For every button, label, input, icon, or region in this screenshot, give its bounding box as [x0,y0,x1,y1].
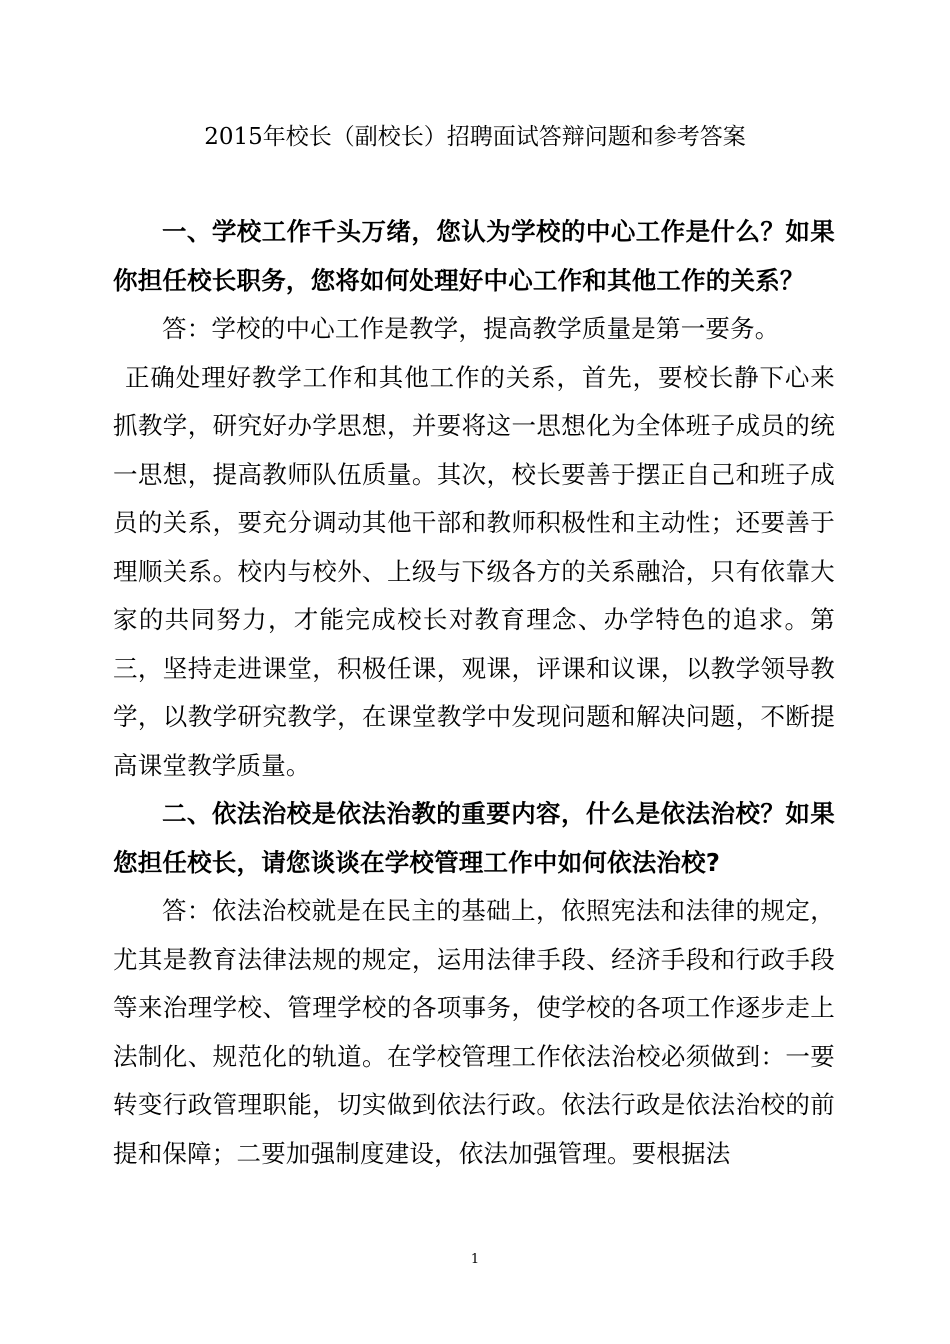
answer-2-body: 答：依法治校就是在民主的基础上，依照宪法和法律的规定，尤其是教育法律法规的规定，运用法律手段、经济手段和行政手段等来治理学校、管理学校的各项事务，使学校的各项工作逐步走上法制化、规范化的轨道。在学校管理工作依法治校必须做到：一要转变行政管理职能，切实做到依法行政。依法行政是依法治校的前提和保障；二要加强制度建设，依法加强管理。要根据法 [113,896,835,1168]
question-1: 一、学校工作千头万绪，您认为学校的中心工作是什么？如果你担任校长职务，您将如何处理好中心工作和其他工作的关系？ [113,217,835,295]
answer-1-intro: 答：学校的中心工作是教学，提高教学质量是第一要务。 [162,314,780,343]
answer-1-body: 正确处理好教学工作和其他工作的关系，首先，要校长静下心来抓教学，研究好办学思想，并要将这一思想化为全体班子成员的统一思想，提高教师队伍质量。其次，校长要善于摆正自己和班子成员的关系，要充分调动其他干部和教师积极性和主动性；还要善于理顺关系。校内与校外、上级与下级各方的关系融洽，只有依靠大家的共同努力，才能完成校长对教育理念、办学特色的追求。第三，坚持走进课堂，积极任课，观课，评课和议课，以教学领导教学，以教学研究教学，在课堂教学中发现问题和解决问题，不断提高课堂教学质量。 [113,362,835,780]
question-2: 二、依法治校是依法治教的重要内容，什么是依法治校？如果您担任校长，请您谈谈在学校管理工作中如何依法治校? [113,799,835,877]
document-title: 2015年校长（副校长）招聘面试答辩问题和参考答案 [204,124,746,150]
document-body [113,208,835,1178]
page-number: 1 [470,1252,480,1267]
